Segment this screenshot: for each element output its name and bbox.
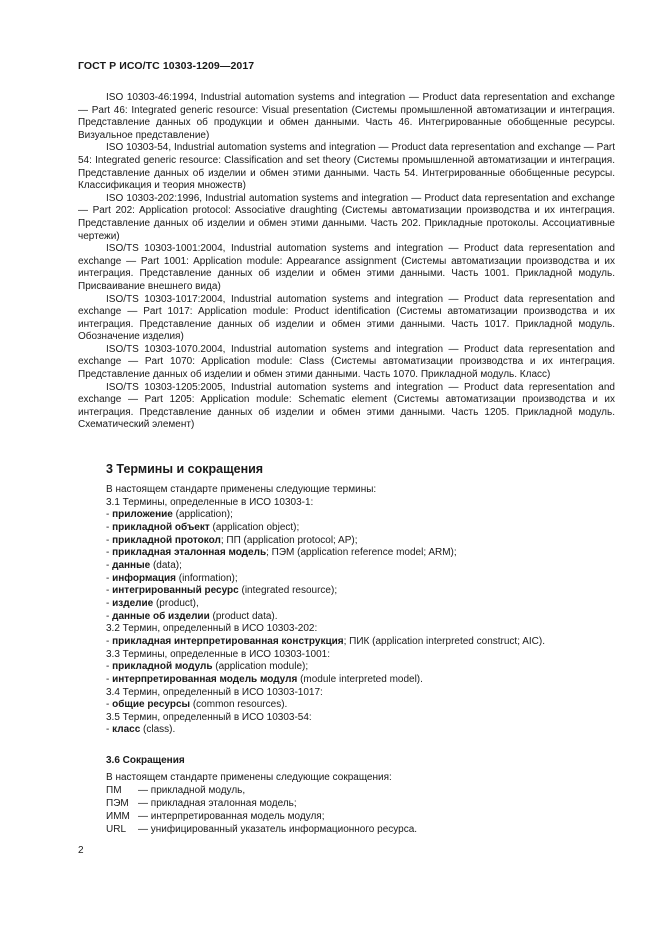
- term-name: класс: [112, 724, 141, 736]
- term-description: (module interpreted model).: [297, 673, 423, 685]
- term-name: интегрированный ресурс: [112, 585, 239, 597]
- abbreviation-code: ИММ: [106, 811, 130, 822]
- abbreviation-item: [106, 797, 616, 810]
- term-description: (information);: [175, 572, 238, 584]
- abbreviation-text: — интерпретированная модель модуля;: [138, 811, 325, 822]
- reference-item: ISO/TS 10303-1001:2004, Industrial automation systems and integration — Product data representation and exchange — Part 1001: Application module: Appearance assignment (Системы автоматизации производства и их интеграция. Представление данных об изделии и обмен этими данными. Часть 1001. Прикладной модуль. Присваивание внешнего вида): [78, 243, 615, 292]
- subsection-heading: 3.4 Термин, определенный в ИСО 10303-1017:: [106, 686, 323, 698]
- subsection-heading: 3.2 Термин, определенный в ИСО 10303-202:: [106, 623, 318, 635]
- subsection-heading: 3.3 Термины, определенные в ИСО 10303-1001:: [106, 648, 330, 660]
- term-description: (product),: [153, 597, 199, 609]
- term-description: ; ПЭМ (application reference model; ARM);: [266, 547, 457, 559]
- abbreviation-text: — прикладная эталонная модель;: [138, 798, 297, 809]
- abbreviations-list: [106, 771, 616, 836]
- term-description: (data);: [150, 559, 182, 571]
- term-item: - класс (class).: [106, 724, 176, 736]
- reference-item: ISO 10303-54, Industrial automation systems and integration — Product data representation and exchange — Part 54: Integrated generic resource: Classification and set theory (Системы промышленной автоматизации и интеграция. Представление данных об изделии и обмен этими данными. Часть 54. Интегрированные обобщенные ресурсы. Классификация и теория множеств): [78, 142, 615, 192]
- term-name: прикладной протокол: [112, 534, 221, 546]
- term-name: общие ресурсы: [112, 699, 191, 711]
- term-item: - информация (information);: [106, 572, 238, 584]
- term-name: прикладной объект: [112, 521, 210, 533]
- subsection-heading: 3.5 Термин, определенный в ИСО 10303-54:: [106, 711, 312, 723]
- abbreviation-text: — прикладной модуль,: [138, 785, 246, 796]
- abbreviation-text: — унифицированный указатель информационного ресурса.: [138, 824, 418, 835]
- abbreviation-item: [106, 810, 616, 823]
- reference-item: ISO/TS 10303-1070.2004, Industrial automation systems and integration — Product data representation and exchange — Part 1070: Application module: Class (Системы автоматизации производства и их интеграция. Представление данных об изделии и обмен этими данными. Часть 1070. Прикладной модуль. Класс): [78, 343, 615, 381]
- abbreviation-code: ПМ: [106, 785, 122, 796]
- term-item: - прикладная интерпретированная конструкция; ПИК (application interpreted construct; AIC).: [106, 635, 545, 647]
- term-description: (common resources).: [190, 699, 288, 711]
- term-item: - общие ресурсы (common resources).: [106, 699, 288, 711]
- term-item: - изделие (product),: [106, 597, 199, 609]
- term-name: данные: [112, 559, 151, 571]
- term-description: (integrated resource);: [238, 585, 338, 597]
- reference-item: ISO 10303-202:1996, Industrial automation systems and integration — Product data representation and exchange — Part 202: Application protocol: Associative draughting (Системы автоматизации производства и их интеграция. Представление данных об изделии и обмен этими данными. Часть 202. Прикладные протоколы. Ассоциативные чертежи): [78, 192, 615, 242]
- term-description: (application module);: [212, 661, 309, 673]
- term-description: (class).: [140, 724, 176, 736]
- term-name: прикладная эталонная модель: [112, 547, 267, 559]
- term-item: - данные (data);: [106, 559, 182, 571]
- reference-item: ISO/TS 10303-1205:2005, Industrial automation systems and integration — Product data representation and exchange — Part 1205: Application module: Schematic element (Системы автоматизации производства и их интеграция. Представление данных об изделии и обмен этими данными. Часть 1205. Прикладной модуль. Схематический элемент): [78, 381, 615, 431]
- abbreviation-code: ПЭМ: [106, 798, 129, 809]
- abbreviations-intro: В настоящем стандарте применены следующие сокращения:: [106, 772, 392, 783]
- term-description: (application);: [172, 509, 233, 521]
- abbreviation-item: [106, 784, 616, 797]
- term-description: ; ПП (application protocol; AP);: [220, 534, 358, 546]
- term-item: - прикладной протокол; ПП (application protocol; AP);: [106, 534, 358, 546]
- terms-list: [106, 484, 616, 737]
- terms-intro: В настоящем стандарте применены следующие термины:: [106, 484, 377, 495]
- term-name: прикладная интерпретированная конструкция: [112, 635, 344, 647]
- term-item: - данные об изделии (product data).: [106, 610, 278, 622]
- term-description: (application object);: [209, 521, 300, 533]
- reference-item: ISO/TS 10303-1017:2004, Industrial automation systems and integration — Product data representation and exchange — Part 1017: Application module: Product identification (Системы автоматизации производства и их интеграция. Представление данных об изделии и обмен этими данными. Часть 1017. Прикладной модуль. Обозначение изделия): [78, 293, 615, 343]
- subsection-heading: 3.1 Термины, определенные в ИСО 10303-1:: [106, 496, 314, 508]
- term-description: (product data).: [209, 610, 278, 622]
- abbreviations-heading: 3.6 Сокращения: [106, 755, 185, 766]
- term-name: данные об изделии: [112, 610, 210, 622]
- normative-references: [78, 92, 615, 432]
- abbreviation-item: [106, 823, 616, 836]
- term-item: - прикладной объект (application object);: [106, 521, 300, 533]
- term-item: - прикладная эталонная модель; ПЭМ (application reference model; ARM);: [106, 547, 457, 559]
- term-name: информация: [112, 572, 176, 584]
- term-item: - прикладной модуль (application module);: [106, 661, 309, 673]
- term-item: - приложение (application);: [106, 509, 233, 521]
- term-name: изделие: [112, 597, 154, 609]
- term-item: - интегрированный ресурс (integrated resource);: [106, 585, 338, 597]
- term-description: ; ПИК (application interpreted construct; AIC).: [343, 635, 545, 647]
- section-heading: 3 Термины и сокращения: [106, 462, 264, 476]
- term-item: - интерпретированная модель модуля (module interpreted model).: [106, 673, 423, 685]
- reference-item: ISO 10303-46:1994, Industrial automation systems and integration — Product data representation and exchange — Part 46: Integrated generic resource: Visual presentation (Системы промышленной автоматизации и интеграция. Представление данных об продукции и обмен данными. Часть 46. Интегрированные обобщенные ресурсы. Визуальное представление): [78, 92, 615, 141]
- document-header: ГОСТ Р ИСО/ТС 10303-1209—2017: [78, 60, 255, 72]
- term-name: приложение: [112, 509, 173, 521]
- abbreviation-code: URL: [106, 824, 127, 835]
- page-number: 2: [78, 845, 84, 856]
- term-name: прикладной модуль: [112, 661, 213, 673]
- term-name: интерпретированная модель модуля: [112, 673, 298, 685]
